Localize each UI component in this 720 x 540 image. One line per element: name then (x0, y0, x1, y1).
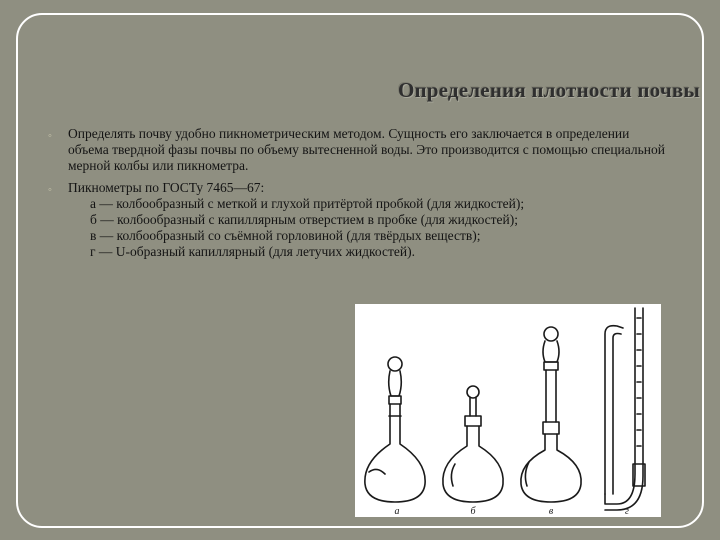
flask-v-icon (521, 327, 581, 502)
sub-item: б — колбообразный с капиллярным отверстием в пробке (для жидкостей); (90, 212, 519, 227)
bullet-marker-icon: ◦ (48, 184, 52, 196)
flask-a-icon (365, 357, 425, 502)
bullet-item (48, 180, 668, 260)
figure-label-g: г (625, 506, 629, 517)
pycnometer-figure (355, 304, 661, 517)
bullet-text: Определять почву удобно пикнометрическим методом. Сущность его заключается в определении объема твердной фазы почвы по объему вытесненной воды. Это производится с помощью специальной мерной колбы или пикнометра. (68, 126, 665, 173)
slide-title: Определения плотности почвы (397, 78, 700, 102)
figure-label-v: в (548, 506, 554, 517)
bullet-marker-icon: ◦ (48, 130, 52, 142)
figure-label-b: б (470, 506, 476, 517)
pycnometer-illustration (355, 304, 661, 517)
bullet-text: Пикнометры по ГОСТу 7465—67: (68, 180, 265, 195)
sub-item: г — U-образный капиллярный (для летучих жидкостей). (90, 244, 415, 259)
sub-item: в — колбообразный со съёмной горловиной (для твёрдых веществ); (90, 228, 481, 243)
slide-content (48, 126, 668, 260)
bullet-item (48, 126, 668, 174)
u-tube-icon (605, 308, 645, 510)
flask-b-icon (443, 386, 503, 502)
sub-item: а — колбообразный с меткой и глухой притёртой пробкой (для жидкостей); (90, 196, 525, 211)
figure-label-a: а (394, 506, 400, 517)
